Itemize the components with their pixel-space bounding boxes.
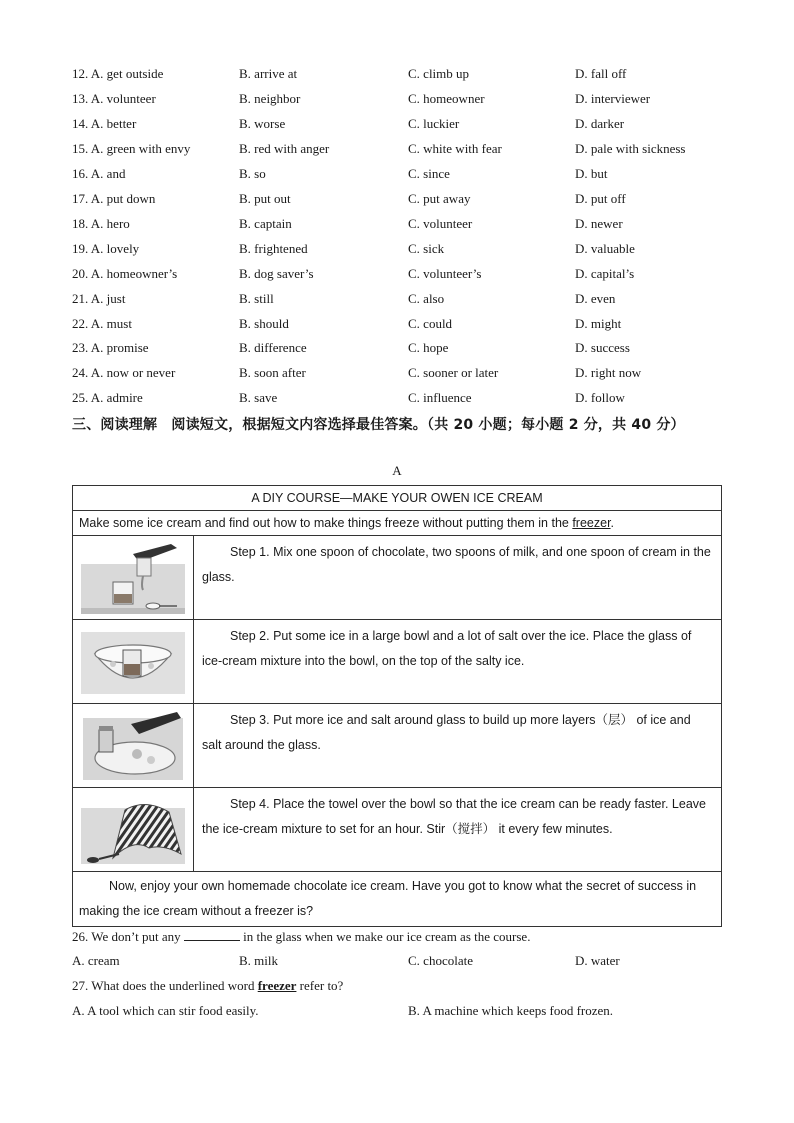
underlined-word-freezer: freezer <box>572 516 611 530</box>
question-number: 24. <box>72 365 89 381</box>
cloze-row <box>72 316 732 338</box>
step-2-image <box>73 620 194 704</box>
cloze-option-text: A. get outside <box>90 66 164 81</box>
answer-blank <box>184 928 240 941</box>
cloze-option-c: C. white with fear <box>408 140 502 156</box>
cloze-row <box>72 340 732 362</box>
outro-text: Now, enjoy your own homemade chocolate ice cream. Have you got to know what the secret of success in making the ice cream without a freezer is? <box>79 879 697 918</box>
cloze-row <box>72 66 732 88</box>
cloze-option-a <box>72 316 132 332</box>
question-number: 15. <box>72 140 89 156</box>
cloze-option-d: D. put off <box>575 190 626 206</box>
cloze-option-text: A. and <box>90 165 126 181</box>
cloze-option-a <box>72 66 163 82</box>
cloze-option-d: D. even <box>575 290 616 306</box>
cloze-option-a <box>72 216 130 232</box>
q27-option-a: A. A tool which can stir food easily. <box>72 1003 259 1018</box>
step-4-text <box>194 788 722 872</box>
q27-stem-after: refer to? <box>296 978 344 993</box>
cloze-option-a <box>72 166 125 182</box>
cloze-option-b: B. dog saver’s <box>239 265 314 281</box>
q26-stem-before: 26. We don’t put any <box>72 929 184 944</box>
cloze-option-text: A. lovely <box>90 240 140 256</box>
step-1-image <box>73 536 194 620</box>
cloze-option-b: B. put out <box>239 190 291 206</box>
intro-text: Make some ice cream and find out how to make things freeze without putting them in the <box>79 516 573 530</box>
step-2-label: Step 2. Put some ice in a large bowl and a lot of salt over the ice. Place the glass of ice-cream mixture into the bowl, on the top of the salty ice. <box>202 629 692 668</box>
cloze-row <box>72 116 732 138</box>
cloze-option-text: A. just <box>90 290 126 306</box>
cloze-option-a <box>72 91 156 107</box>
cloze-option-b: B. so <box>239 165 266 181</box>
question-26-stem <box>72 928 530 945</box>
cloze-option-text: A. put down <box>90 190 156 206</box>
question-number: 23. <box>72 340 89 356</box>
cloze-option-b: B. worse <box>239 115 286 131</box>
cloze-row <box>72 390 732 412</box>
cloze-row <box>72 266 732 288</box>
cloze-row <box>72 365 732 387</box>
step-3-image <box>73 704 194 788</box>
cloze-option-c: C. volunteer <box>408 215 473 231</box>
question-number: 25. <box>72 390 89 406</box>
cloze-option-b: B. arrive at <box>239 66 298 81</box>
cloze-option-text: A. better <box>90 115 137 131</box>
cloze-option-a <box>72 266 177 282</box>
cloze-option-text: A. volunteer <box>90 90 156 106</box>
cloze-option-c: C. influence <box>408 390 472 406</box>
cloze-option-d: D. follow <box>575 390 625 406</box>
step-4-image <box>73 788 194 872</box>
cloze-option-d: D. capital’s <box>575 265 635 281</box>
step-4-label: Step 4. Place the towel over the bowl so that the ice cream can be ready faster. Leave the ice-cream mixture to set for an hour. Stir（搅拌） it every few minutes. <box>202 797 706 836</box>
cloze-option-c: C. could <box>408 315 453 331</box>
question-27-options <box>72 1003 732 1025</box>
q27-option-b: B. A machine which keeps food frozen. <box>408 1003 614 1018</box>
cloze-option-a <box>72 141 190 157</box>
cloze-option-c: C. also <box>408 290 445 306</box>
cloze-option-b: B. should <box>239 315 289 331</box>
cloze-option-a <box>72 116 136 132</box>
cloze-option-b: B. soon after <box>239 365 306 381</box>
cloze-row <box>72 216 732 238</box>
cloze-option-a <box>72 191 155 207</box>
q26-option-b: B. milk <box>239 953 279 968</box>
question-number: 19. <box>72 240 89 256</box>
q26-option-c: C. chocolate <box>408 953 473 968</box>
step-3-text <box>194 704 722 788</box>
cloze-option-d: D. but <box>575 165 608 181</box>
section-heading: 三、阅读理解 阅读短文，根据短文内容选择最佳答案。（共 20 小题；每小题 2 分，共 40 分） <box>72 417 685 433</box>
q26-option-a: A. cream <box>72 953 120 968</box>
cloze-option-text: A. green with envy <box>90 140 191 156</box>
cloze-option-c: C. sooner or later <box>408 365 499 381</box>
cloze-option-a <box>72 291 125 307</box>
cloze-option-b: B. frightened <box>239 240 308 256</box>
cloze-row <box>72 141 732 163</box>
question-27-stem <box>72 978 343 994</box>
cloze-option-c: C. luckier <box>408 115 460 131</box>
question-number: 16. <box>72 165 89 181</box>
q26-option-d: D. water <box>575 953 620 968</box>
question-number: 22. <box>72 315 89 331</box>
cloze-option-text: A. promise <box>90 340 149 356</box>
diy-course-table <box>72 485 722 927</box>
cloze-option-a <box>72 365 175 381</box>
cloze-option-d: D. right now <box>575 365 642 381</box>
cloze-option-c: C. hope <box>408 340 449 356</box>
step-1-text <box>194 536 722 620</box>
cloze-option-c: C. since <box>408 165 450 181</box>
cloze-option-b: B. save <box>239 390 278 406</box>
question-number: 20. <box>72 265 89 281</box>
passage-label: A <box>392 463 402 478</box>
cloze-row <box>72 291 732 313</box>
cloze-option-b: B. captain <box>239 215 292 231</box>
table-title: A DIY COURSE—MAKE YOUR OWEN ICE CREAM <box>73 486 722 511</box>
q27-stem-before: 27. What does the underlined word <box>72 978 258 993</box>
cloze-option-b: B. neighbor <box>239 90 301 106</box>
cloze-option-a <box>72 340 149 356</box>
table-intro <box>73 511 722 536</box>
question-number: 13. <box>72 90 89 106</box>
question-number: 21. <box>72 290 89 306</box>
cloze-option-c: C. sick <box>408 240 445 256</box>
step-1-label: Step 1. Mix one spoon of chocolate, two spoons of milk, and one spoon of cream in the glass. <box>202 545 711 584</box>
cloze-option-text: A. hero <box>90 215 130 231</box>
cloze-option-c: C. climb up <box>408 66 470 81</box>
question-number: 17. <box>72 190 89 206</box>
cloze-option-text: A. admire <box>90 390 143 406</box>
cloze-option-d: D. interviewer <box>575 90 651 106</box>
question-number: 14. <box>72 115 89 131</box>
cloze-option-d: D. newer <box>575 215 623 231</box>
step-2-text <box>194 620 722 704</box>
cloze-option-b: B. difference <box>239 340 307 356</box>
intro-period: . <box>610 516 615 530</box>
cloze-option-text: A. now or never <box>90 365 176 381</box>
cloze-option-text: A. must <box>90 315 132 331</box>
cloze-option-d: D. pale with sickness <box>575 140 686 156</box>
question-number: 12. <box>72 66 89 81</box>
cloze-option-d: D. success <box>575 340 630 356</box>
step-3-label: Step 3. Put more ice and salt around glass to build up more layers（层） of ice and salt around the glass. <box>202 713 691 752</box>
q26-stem-after: in the glass when we make our ice cream as the course. <box>239 929 531 944</box>
cloze-option-c: C. put away <box>408 190 471 206</box>
cloze-option-d: D. fall off <box>575 66 627 81</box>
cloze-row <box>72 166 732 188</box>
question-number: 18. <box>72 215 89 231</box>
cloze-row <box>72 191 732 213</box>
cloze-option-c: C. homeowner <box>408 90 485 106</box>
cloze-option-d: D. might <box>575 315 622 331</box>
table-outro <box>73 872 722 927</box>
cloze-row <box>72 241 732 263</box>
cloze-option-d: D. darker <box>575 115 625 131</box>
cloze-option-b: B. still <box>239 290 274 306</box>
cloze-option-text: A. homeowner’s <box>90 265 178 281</box>
q27-underlined-word: freezer <box>257 978 297 993</box>
question-26-options <box>72 953 732 975</box>
cloze-row <box>72 91 732 113</box>
cloze-option-c: C. volunteer’s <box>408 265 482 281</box>
cloze-option-a <box>72 390 143 406</box>
cloze-option-b: B. red with anger <box>239 140 330 156</box>
cloze-option-d: D. valuable <box>575 240 635 256</box>
cloze-option-a <box>72 241 139 257</box>
